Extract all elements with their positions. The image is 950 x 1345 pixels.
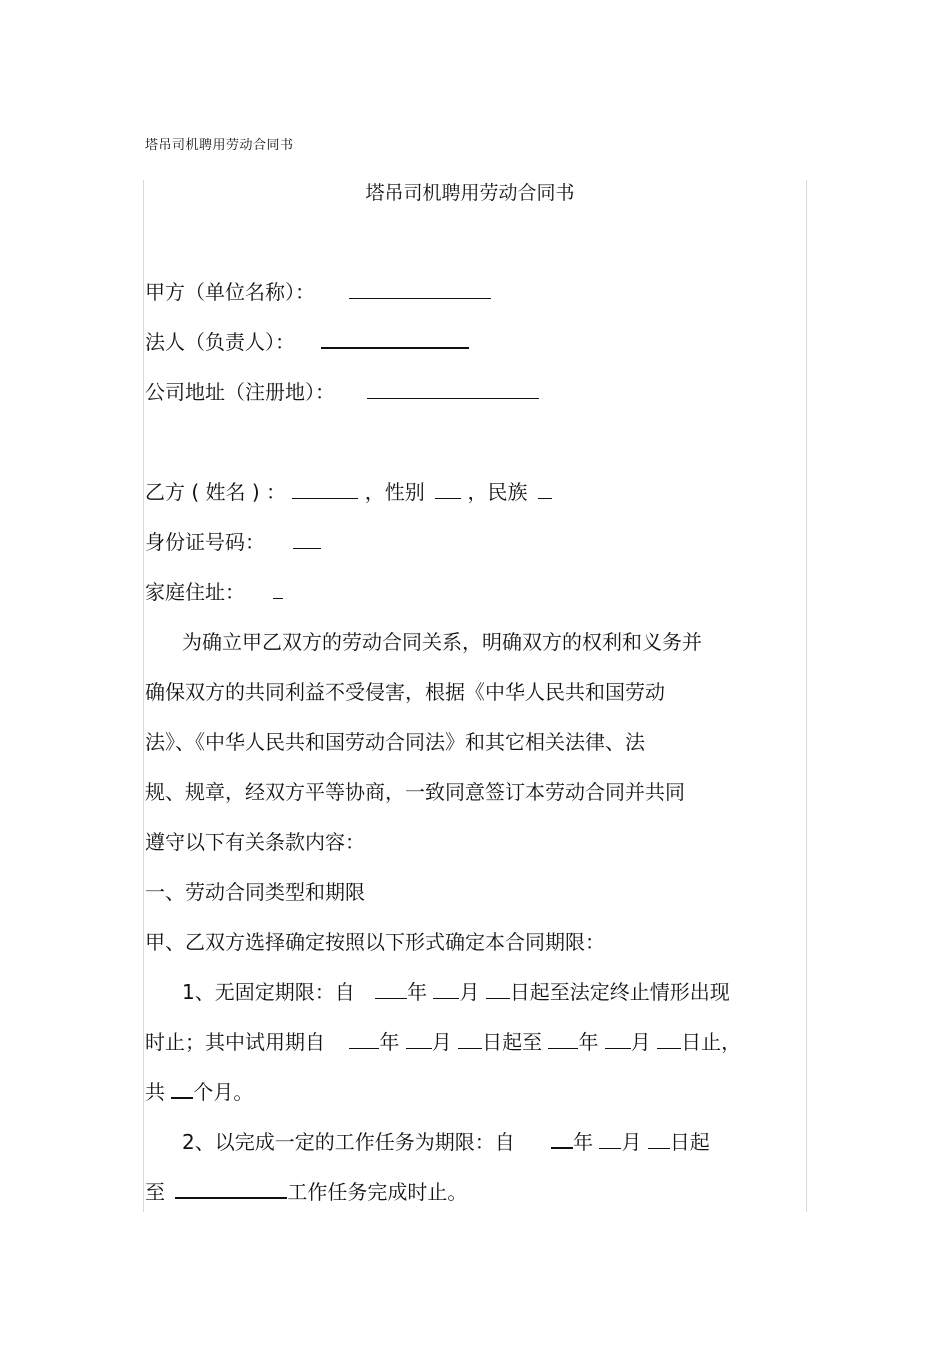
item2-day-start: 日起: [669, 1130, 710, 1154]
party-a-unit-field[interactable]: [349, 280, 491, 299]
party-a-legal-line: [145, 328, 469, 356]
party-b-name-label: 乙方 ( 姓名 ) ：: [145, 480, 287, 504]
party-b-ethnicity-label: ，民族: [467, 480, 528, 504]
item1-line2: [145, 1028, 741, 1056]
item2-day-field[interactable]: [648, 1130, 670, 1149]
total-label: 共: [145, 1080, 165, 1104]
year-label: 年: [573, 1130, 594, 1154]
intro-line: 为确立甲乙双方的劳动合同关系，明确双方的权利和义务并: [182, 630, 702, 654]
item2-to: 至: [145, 1180, 165, 1204]
year-label: 年: [578, 1030, 599, 1054]
month-label: 月: [621, 1130, 642, 1154]
party-b-home-label: 家庭住址：: [145, 580, 245, 604]
party-a-unit-line: [145, 278, 491, 306]
probation-end-year-field[interactable]: [548, 1030, 578, 1049]
item1-lead: 1、无固定期限：自: [182, 980, 355, 1004]
item1-line1: [182, 978, 730, 1006]
section-heading: 一、劳动合同类型和期限: [145, 880, 365, 904]
probation-months-field[interactable]: [171, 1079, 193, 1099]
probation-end-day-field[interactable]: [657, 1030, 681, 1049]
month-label: 月: [459, 980, 480, 1004]
party-b-ethnicity-field[interactable]: [538, 480, 552, 499]
party-b-id-label: 身份证号码：: [145, 530, 265, 554]
party-b-gender-label: ，性别: [364, 480, 425, 504]
page-border-right: [806, 180, 807, 1212]
year-label: 年: [379, 1030, 400, 1054]
party-a-legal-field[interactable]: [321, 329, 469, 349]
party-b-gender-field[interactable]: [435, 480, 461, 499]
probation-start-year-field[interactable]: [349, 1030, 379, 1049]
intro-line: 规、规章，经双方平等协商，一致同意签订本劳动合同并共同: [145, 780, 685, 804]
months-label: 个月。: [193, 1080, 254, 1104]
contract-title: 塔吊司机聘用劳动合同书: [365, 182, 575, 204]
month-label: 月: [431, 1030, 452, 1054]
intro-line: 法》、《中华人民共和国劳动合同法》和其它相关法律、法: [145, 730, 645, 754]
intro-line: 确保双方的共同利益不受侵害，根据《中华人民共和国劳动: [145, 680, 665, 704]
item2-month-field[interactable]: [599, 1130, 621, 1149]
page-border-left: [143, 180, 144, 1212]
probation-start-month-field[interactable]: [406, 1030, 432, 1049]
party-b-id-field[interactable]: [293, 530, 321, 549]
probation-start-label: 日起至: [482, 1030, 543, 1054]
item1-day-field[interactable]: [486, 980, 510, 999]
probation-start-day-field[interactable]: [458, 1030, 482, 1049]
section-intro: 甲、乙双方选择确定按照以下形式确定本合同期限：: [145, 930, 605, 954]
item1-day-until: 日起至法定终止情形出现: [509, 980, 730, 1004]
item1-month-field[interactable]: [433, 980, 459, 999]
year-label: 年: [407, 980, 428, 1004]
item2-lead: 2、以完成一定的工作任务为期限：自: [182, 1130, 515, 1154]
party-b-home-line: [145, 578, 283, 606]
probation-lead: 时止；其中试用期自: [145, 1030, 325, 1054]
party-a-legal-label: 法人（负责人）：: [145, 330, 295, 354]
party-b-name-line: [145, 478, 552, 506]
work-task-field[interactable]: [175, 1179, 287, 1199]
running-header: 塔吊司机聘用劳动合同书: [145, 138, 294, 153]
item1-year-field[interactable]: [375, 980, 407, 999]
party-a-address-line: [145, 378, 539, 406]
probation-end-label: 日止，: [681, 1030, 742, 1054]
item1-line3: [145, 1078, 253, 1106]
item2-year-field[interactable]: [551, 1129, 573, 1149]
probation-end-month-field[interactable]: [605, 1030, 631, 1049]
party-b-id-line: [145, 528, 321, 556]
party-a-address-label: 公司地址（注册地）：: [145, 380, 335, 404]
month-label: 月: [630, 1030, 651, 1054]
item2-line2: [145, 1178, 467, 1206]
intro-line: 遵守以下有关条款内容：: [145, 830, 365, 854]
party-b-home-field[interactable]: [273, 580, 283, 599]
item2-end: 工作任务完成时止。: [287, 1180, 468, 1204]
party-a-address-field[interactable]: [367, 380, 539, 399]
item2-line1: [182, 1128, 710, 1156]
party-b-name-field[interactable]: [292, 480, 358, 499]
party-a-unit-label: 甲方（单位名称）：: [145, 280, 315, 304]
